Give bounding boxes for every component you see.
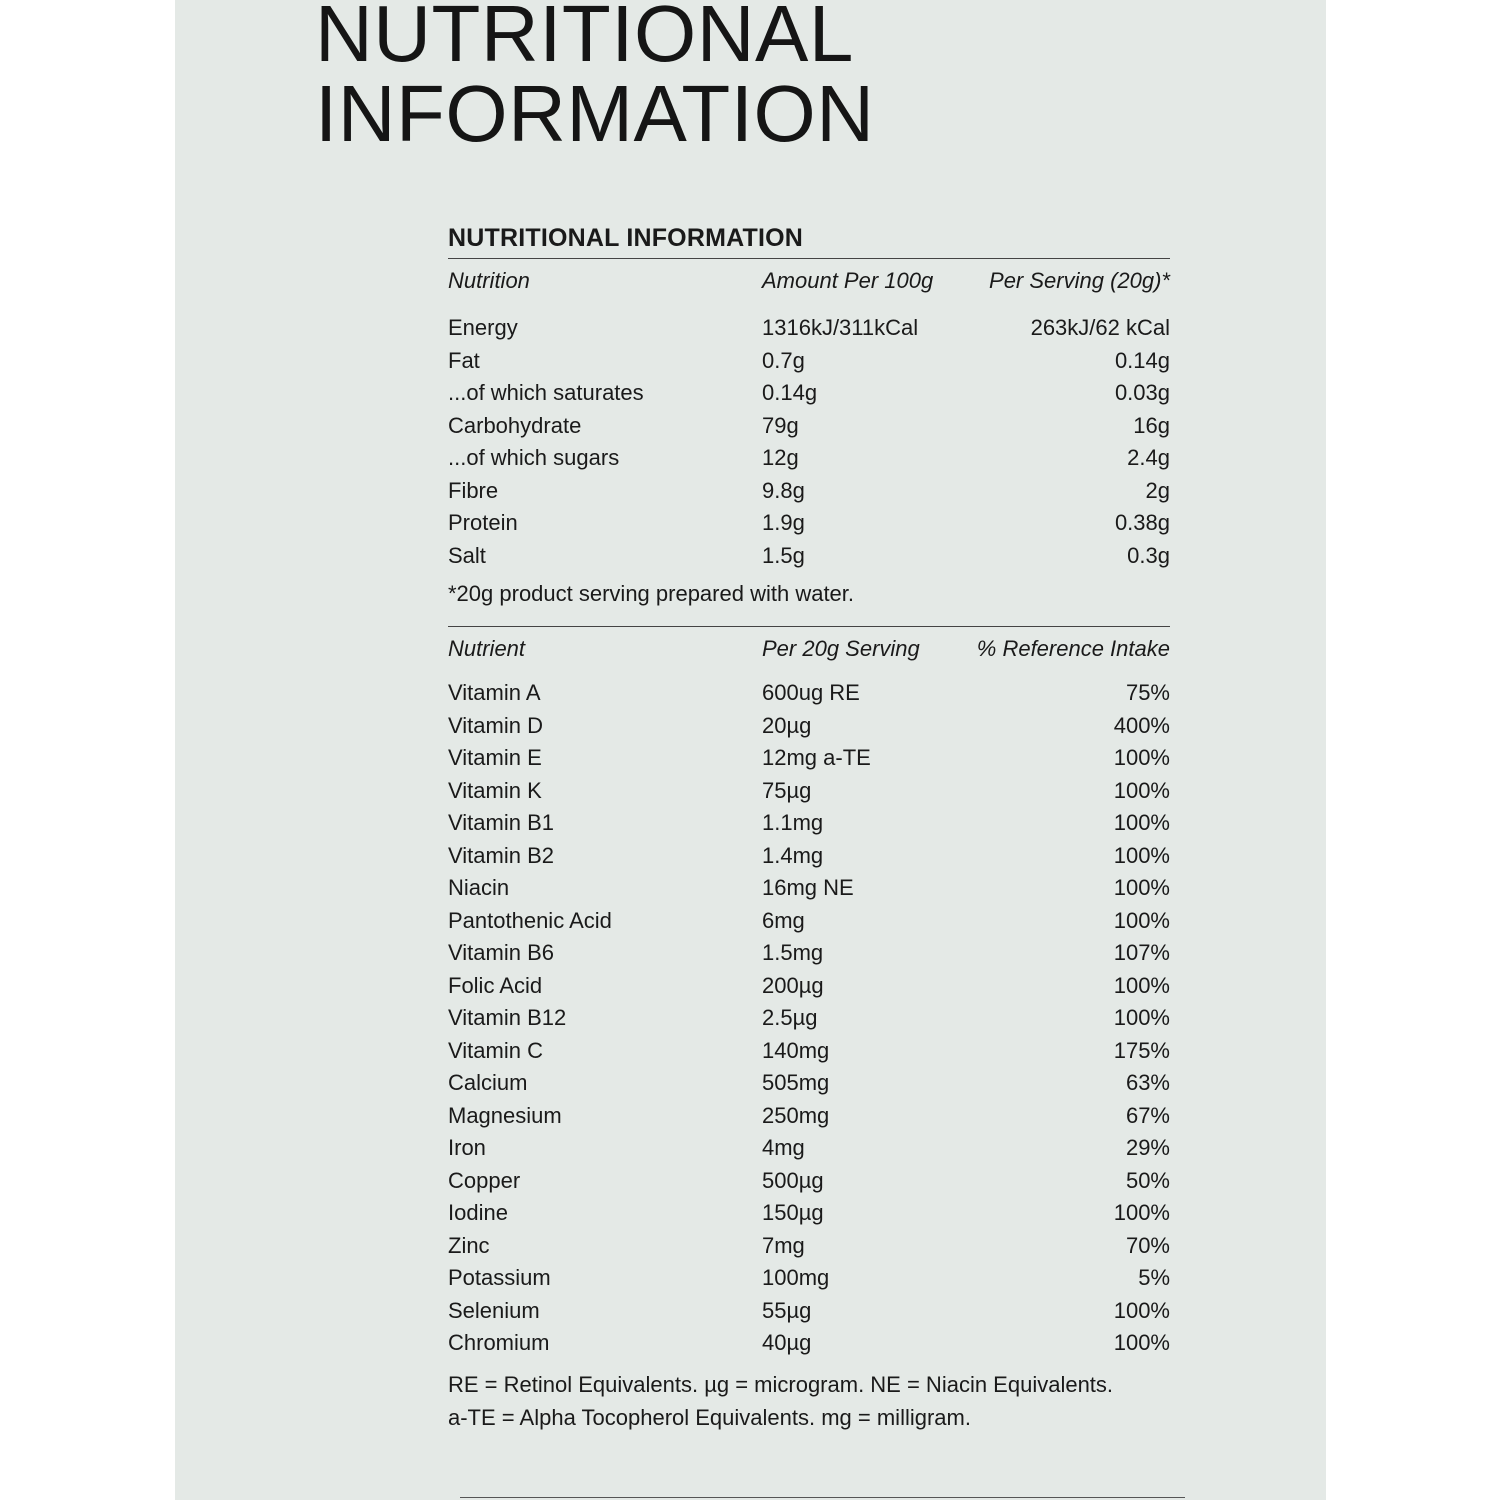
row-label: Vitamin B1 <box>448 810 554 836</box>
row-amount: 12g <box>762 445 799 471</box>
row-amount: 1.5g <box>762 542 805 568</box>
row-label: Iodine <box>448 1200 508 1226</box>
row-amount: 1.9g <box>762 510 805 536</box>
row-value: 50% <box>1125 1167 1170 1193</box>
bottom-divider <box>460 1497 1185 1498</box>
row-amount: 55µg <box>762 1297 812 1323</box>
row-value: 175% <box>1113 1037 1170 1063</box>
row-value: 100% <box>1113 810 1170 836</box>
row-label: Iron <box>448 1135 486 1161</box>
row-label: Selenium <box>448 1297 540 1323</box>
table-row <box>448 1067 1170 1100</box>
page-title-line-2: INFORMATION <box>315 69 875 158</box>
page-title <box>315 0 1215 158</box>
row-amount: 2.5µg <box>762 1005 818 1031</box>
table-row <box>448 840 1170 873</box>
legend-line-2: a-TE = Alpha Tocopherol Equivalents. mg = milligram. <box>448 1404 971 1430</box>
header-per-20g-serving: Per 20g Serving <box>762 636 920 661</box>
table-row <box>448 1002 1170 1035</box>
row-label: Potassium <box>448 1265 551 1291</box>
table-row <box>448 377 1170 410</box>
row-label: Vitamin D <box>448 712 543 738</box>
table-row <box>448 1035 1170 1068</box>
row-label: Fibre <box>448 477 499 503</box>
row-label: Vitamin K <box>448 777 542 803</box>
row-value: 100% <box>1113 972 1170 998</box>
row-label: ...of which sugars <box>448 445 620 471</box>
row-amount: 79g <box>762 412 799 438</box>
table-row <box>448 905 1170 938</box>
row-value: 0.38g <box>1114 510 1170 536</box>
row-value: 107% <box>1113 940 1170 966</box>
row-amount: 7mg <box>762 1232 805 1258</box>
row-value: 75% <box>1125 680 1170 706</box>
table-row <box>448 1132 1170 1165</box>
page-title-line-1: NUTRITIONAL <box>315 0 854 78</box>
row-value: 100% <box>1113 907 1170 933</box>
table-row <box>448 872 1170 905</box>
table-row <box>448 345 1170 378</box>
row-value: 0.14g <box>1114 347 1170 373</box>
table-row <box>448 1262 1170 1295</box>
row-value: 2g <box>1145 477 1170 503</box>
row-value: 100% <box>1113 1330 1170 1356</box>
row-label: Vitamin E <box>448 745 542 771</box>
header-nutrition: Nutrition <box>448 268 530 293</box>
row-amount: 20µg <box>762 712 812 738</box>
nutrient-table-header <box>448 627 1170 671</box>
row-value: 100% <box>1113 875 1170 901</box>
row-label: Magnesium <box>448 1102 562 1128</box>
row-value: 67% <box>1125 1102 1170 1128</box>
table-row <box>448 1295 1170 1328</box>
row-amount: 250mg <box>762 1102 830 1128</box>
table-row <box>448 710 1170 743</box>
table-row <box>448 1327 1170 1360</box>
row-value: 263kJ/62 kCal <box>1030 315 1170 341</box>
row-value: 100% <box>1113 842 1170 868</box>
row-amount: 40µg <box>762 1330 812 1356</box>
row-label: Fat <box>448 347 480 373</box>
row-label: Copper <box>448 1167 521 1193</box>
nutrition-label <box>448 218 1170 1434</box>
table-row <box>448 970 1170 1003</box>
table-row <box>448 937 1170 970</box>
row-label: Carbohydrate <box>448 412 582 438</box>
row-label: Calcium <box>448 1070 528 1096</box>
row-amount: 1.4mg <box>762 842 824 868</box>
row-amount: 75µg <box>762 777 812 803</box>
row-amount: 505mg <box>762 1070 830 1096</box>
row-value: 70% <box>1125 1232 1170 1258</box>
row-value: 100% <box>1113 777 1170 803</box>
row-value: 16g <box>1133 412 1170 438</box>
row-label: Niacin <box>448 875 510 901</box>
row-amount: 600ug RE <box>762 680 860 706</box>
row-label: Folic Acid <box>448 972 543 998</box>
row-label: Vitamin B6 <box>448 940 554 966</box>
table-row <box>448 442 1170 475</box>
row-amount: 200µg <box>762 972 824 998</box>
row-amount: 0.14g <box>762 380 818 406</box>
row-value: 400% <box>1113 712 1170 738</box>
nutrition-table-body <box>448 312 1170 572</box>
row-value: 2.4g <box>1127 445 1170 471</box>
table-row <box>448 742 1170 775</box>
row-label: Zinc <box>448 1232 490 1258</box>
table-row <box>448 1230 1170 1263</box>
row-value: 5% <box>1138 1265 1170 1291</box>
row-amount: 1.1mg <box>762 810 824 836</box>
row-amount: 12mg a-TE <box>762 745 871 771</box>
legend-line-1: RE = Retinol Equivalents. µg = microgram. NE = Niacin Equivalents. <box>448 1371 1114 1397</box>
table-row <box>448 807 1170 840</box>
row-value: 63% <box>1125 1070 1170 1096</box>
row-value: 0.3g <box>1127 542 1170 568</box>
row-label: Vitamin C <box>448 1037 543 1063</box>
row-amount: 16mg NE <box>762 875 854 901</box>
row-value: 100% <box>1113 745 1170 771</box>
table-row <box>448 775 1170 808</box>
row-amount: 9.8g <box>762 477 805 503</box>
row-amount: 1316kJ/311kCal <box>762 315 919 341</box>
table-row <box>448 507 1170 540</box>
row-label: Pantothenic Acid <box>448 907 612 933</box>
header-reference-intake: % Reference Intake <box>976 636 1170 661</box>
row-amount: 150µg <box>762 1200 824 1226</box>
nutrient-table-body <box>448 677 1170 1360</box>
row-label: Salt <box>448 542 486 568</box>
row-amount: 0.7g <box>762 347 805 373</box>
row-label: Chromium <box>448 1330 550 1356</box>
row-label: ...of which saturates <box>448 380 644 406</box>
abbreviation-legend <box>448 1368 1170 1434</box>
row-amount: 500µg <box>762 1167 824 1193</box>
row-value: 100% <box>1113 1297 1170 1323</box>
header-per-serving: Per Serving (20g)* <box>989 268 1170 293</box>
table-row <box>448 475 1170 508</box>
row-value: 100% <box>1113 1200 1170 1226</box>
table-row <box>448 1100 1170 1133</box>
row-value: 29% <box>1125 1135 1170 1161</box>
table-row <box>448 1197 1170 1230</box>
table-row <box>448 312 1170 345</box>
row-label: Vitamin B12 <box>448 1005 567 1031</box>
row-label: Vitamin B2 <box>448 842 554 868</box>
nutrition-table-header <box>448 259 1170 303</box>
table-row <box>448 1165 1170 1198</box>
section-title: NUTRITIONAL INFORMATION <box>448 224 804 252</box>
serving-footnote: *20g product serving prepared with water. <box>448 581 855 606</box>
row-label: Vitamin A <box>448 680 541 706</box>
table-row <box>448 677 1170 710</box>
row-amount: 6mg <box>762 907 805 933</box>
row-label: Energy <box>448 315 518 341</box>
row-amount: 1.5mg <box>762 940 824 966</box>
table-row <box>448 410 1170 443</box>
row-value: 100% <box>1113 1005 1170 1031</box>
row-label: Protein <box>448 510 518 536</box>
spacer <box>448 303 1170 312</box>
row-amount: 140mg <box>762 1037 830 1063</box>
row-amount: 100mg <box>762 1265 830 1291</box>
row-value: 0.03g <box>1114 380 1170 406</box>
table-row <box>448 540 1170 573</box>
header-nutrient: Nutrient <box>448 636 526 661</box>
row-amount: 4mg <box>762 1135 805 1161</box>
header-amount-per-100g: Amount Per 100g <box>762 268 934 293</box>
